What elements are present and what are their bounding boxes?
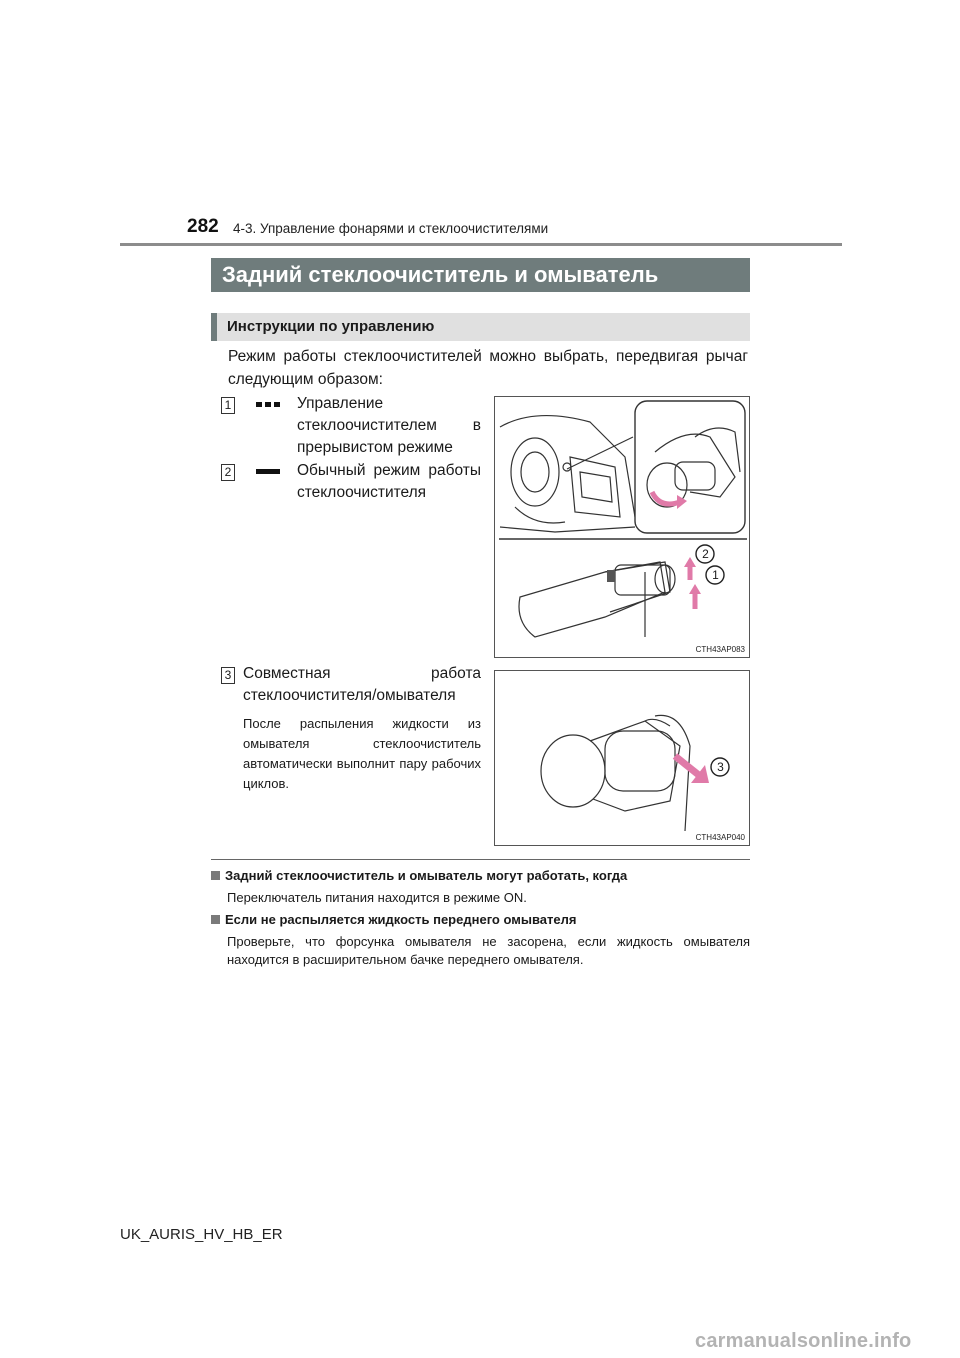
- figure-callout-3: 3: [717, 760, 724, 774]
- header-divider: [120, 243, 842, 246]
- figure-callout-2: 2: [702, 547, 709, 561]
- figure-callout-1: 1: [712, 568, 719, 582]
- section-title: Задний стеклоочиститель и омыватель: [211, 258, 750, 292]
- item-number-3: 3: [221, 667, 235, 684]
- note-heading-1: Задний стеклоочиститель и омыватель могут работать, когда: [211, 868, 750, 883]
- subsection-title: Инструкции по управлению: [211, 313, 750, 341]
- wiper-lever-illustration: [495, 397, 750, 658]
- note-heading-2: Если не распыляется жидкость переднего омывателя: [211, 912, 750, 927]
- intermittent-mode-symbol-icon: [256, 402, 280, 407]
- square-bullet-icon: [211, 915, 220, 924]
- item-text-3: Совместная работа стеклоочистителя/омывателя: [243, 665, 481, 704]
- note-body-2: Проверьте, что форсунка омывателя не засорена, если жидкость омывателя находится в расширительном бачке переднего омывателя.: [227, 934, 750, 967]
- figure-wiper-lever: [494, 396, 750, 658]
- lever-pull-illustration: [495, 671, 750, 846]
- document-code: UK_AURIS_HV_HB_ER: [120, 1226, 283, 1243]
- item-description-3: После распыления жидкости из омывателя стеклоочиститель автоматически выполнит пару рабочих циклов.: [243, 716, 481, 791]
- chapter-title: 4-3. Управление фонарями и стеклоочистителями: [233, 221, 549, 236]
- note-body-1: Переключатель питания находится в режиме ON.: [227, 890, 527, 905]
- figure-lever-pull: [494, 670, 750, 846]
- item-text-2: Обычный режим работы стеклоочистителя: [297, 462, 481, 501]
- intro-paragraph: Режим работы стеклоочистителей можно выбрать, передвигая рычаг следующим образом:: [228, 348, 748, 388]
- normal-mode-symbol-icon: [256, 469, 280, 474]
- item-number-1: 1: [221, 397, 235, 414]
- square-bullet-icon: [211, 871, 220, 880]
- figure-code: CTH43AP083: [695, 645, 745, 654]
- item-text-1: Управление стеклоочистителем в прерывистом режиме: [297, 395, 481, 456]
- figure-code: CTH43AP040: [695, 833, 745, 842]
- page-number: 282: [187, 216, 219, 237]
- notes-divider: [211, 859, 750, 860]
- watermark: carmanualsonline.info: [695, 1330, 912, 1352]
- item-number-2: 2: [221, 464, 235, 481]
